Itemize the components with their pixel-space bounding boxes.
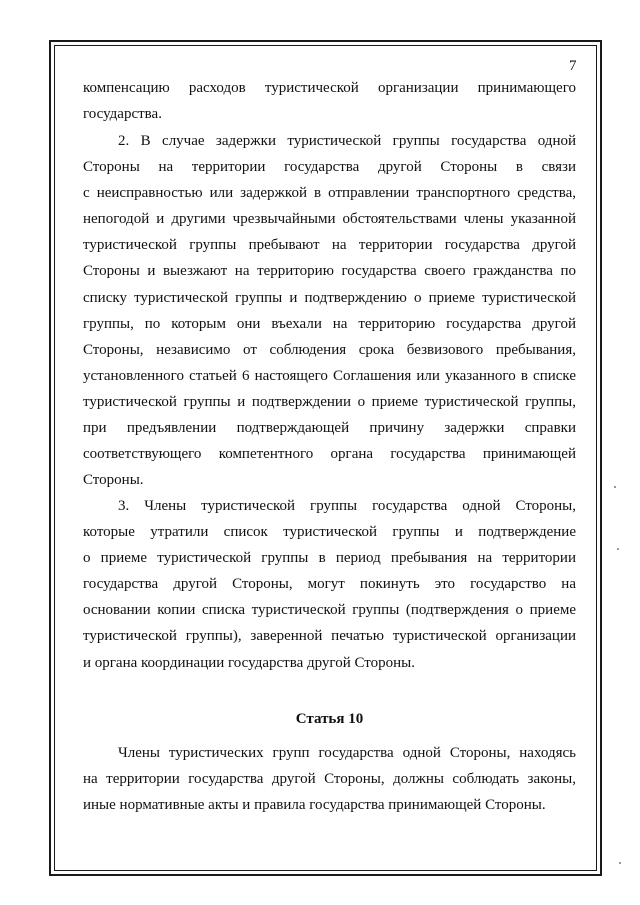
- text-line: основании копии списка туристической группы (подтверждения о приеме: [83, 602, 576, 619]
- text-line: государства.: [83, 106, 162, 123]
- text-line: 3. Члены туристической группы государства одной Стороны,: [118, 498, 576, 514]
- text-line: Стороны, независимо от соблюдения срока безвизового пребывания,: [83, 341, 576, 358]
- text-line: установленного статьей 6 настоящего Соглашения или указанного в списке: [83, 367, 576, 384]
- paragraph-continuation: [83, 75, 576, 127]
- article-heading: Статья 10: [295, 711, 364, 727]
- text-line: соответствующего компетентного органа государства принимающей: [83, 446, 576, 463]
- paragraph-item-2: [83, 128, 576, 493]
- text-line: которые утратили список туристической группы и подтверждение: [83, 524, 576, 541]
- text-line: на территории государства другой Стороны, должны соблюдать законы,: [83, 771, 576, 788]
- text-line: Стороны.: [83, 472, 144, 489]
- text-line: Стороны на территории государства другой Стороны в связи: [83, 159, 576, 176]
- text-line: туристической группы), заверенной печатью туристической организации: [83, 628, 576, 645]
- text-line: Стороны и выезжают на территорию государства своего гражданства по: [83, 263, 576, 280]
- text-line: 2. В случае задержки туристической группы государства одной: [118, 133, 576, 149]
- text-line: группы, по которым они въехали на территорию государства другой: [83, 315, 576, 332]
- text-line: списку туристической группы и подтверждению о приеме туристической: [83, 289, 576, 306]
- text-line: с неисправностью или задержкой в отправлении транспортного средства,: [83, 185, 576, 202]
- scan-speck: [617, 548, 619, 550]
- text-line: Члены туристических групп государства одной Стороны, находясь: [118, 745, 576, 761]
- text-line: компенсацию расходов туристической организации принимающего: [83, 80, 576, 96]
- text-line: непогодой и другими чрезвычайными обстоятельствами члены указанной: [83, 211, 576, 228]
- text-line: и органа координации государства другой Стороны.: [83, 654, 415, 671]
- text-line: при предъявлении подтверждающей причину задержки справки: [83, 420, 576, 437]
- text-line: туристической группы пребывают на территории государства другой: [83, 237, 576, 254]
- article-paragraph: [83, 740, 576, 818]
- paragraph-item-3: [83, 493, 576, 676]
- text-line: государства другой Стороны, могут покинуть это государство на: [83, 576, 576, 593]
- scan-speck: [619, 862, 621, 864]
- text-line: о приеме туристической группы в период пребывания на территории: [83, 550, 576, 567]
- text-line: туристической группы и подтверждении о приеме туристической группы,: [83, 393, 576, 410]
- scan-speck: [614, 486, 616, 488]
- page-number: 7: [569, 58, 577, 74]
- text-line: иные нормативные акты и правила государства принимающей Стороны.: [83, 797, 546, 814]
